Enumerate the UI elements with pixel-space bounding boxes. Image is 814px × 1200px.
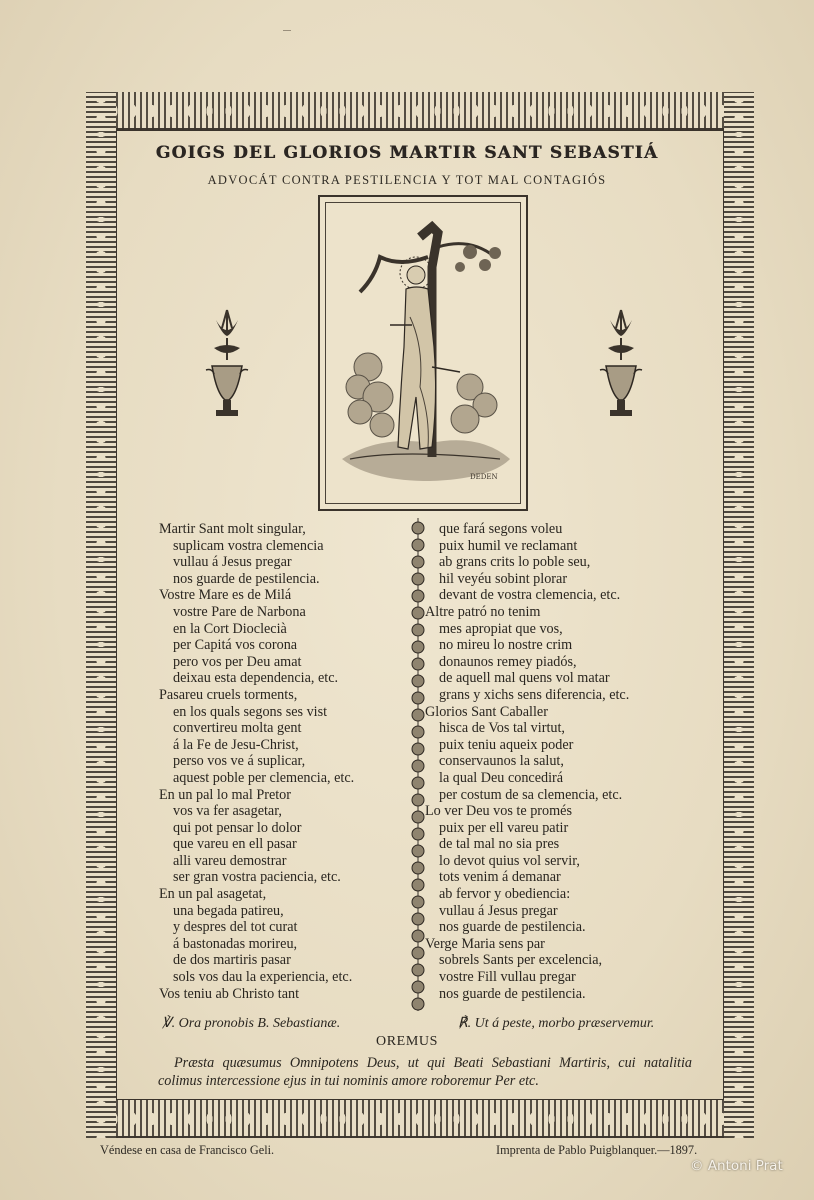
verse-line: devant de vostra clemencia, etc. — [439, 587, 621, 604]
verse-line: Lo ver Deu vos te promés — [425, 803, 572, 820]
verse-line: lo devot quius vol servir, — [439, 852, 580, 869]
verse-line: que fará segons voleu — [439, 521, 563, 537]
verse-line: á la Fe de Jesu-Christ, — [173, 736, 299, 753]
watermark: © Antoni Prat — [690, 1158, 783, 1174]
verse-line: Martir Sant molt singular, — [159, 521, 306, 537]
verse-line: nos guarde de pestilencia. — [439, 919, 586, 936]
verse-line: la qual Deu concedirá — [439, 769, 564, 786]
versicle: ℣. Ora pronobis B. Sebastianæ. — [162, 1016, 341, 1031]
verse-column-left — [159, 521, 354, 1002]
verse-line: deixau esta dependencia, etc. — [173, 670, 339, 687]
verse-line: Altre patró no tenim — [425, 603, 541, 620]
verse-line: de tal mal no sia pres — [439, 836, 560, 853]
prayer-text: Præsta quæsumus Omnipotens Deus, ut qui Beati Sebastiani Martiris, cui natalitia colimus intercessione ejus in tui nominis amore roboremur Per etc. — [158, 1055, 692, 1089]
verse-line: puix per ell vareu patir — [439, 819, 569, 836]
verse-line: convertireu molta gent — [173, 720, 302, 737]
verse-line: puix humil ve reclamant — [439, 537, 578, 554]
thistle-vase-icon — [596, 308, 646, 428]
verse-line: donaunos remey piadós, — [439, 653, 577, 670]
paper-mark — [283, 30, 291, 31]
verse-line: pero vos per Deu amat — [173, 653, 302, 670]
verse-line: en los quals segons ses vist — [173, 703, 328, 720]
verse-column-right — [425, 521, 629, 1002]
verse-line: vullau á Jesus pregar — [439, 902, 558, 919]
verse-line: ser gran vostra paciencia, etc. — [173, 869, 341, 886]
verse-line: vostre Fill vullau pregar — [439, 969, 576, 986]
verse-line: puix teniu aqueix poder — [439, 736, 574, 753]
verse-line: per costum de sa clemencia, etc. — [439, 786, 623, 803]
response: ℟. Ut á peste, morbo præservemur. — [458, 1016, 655, 1031]
border-top — [86, 92, 754, 130]
verse-line: de dos martiris pasar — [173, 952, 291, 969]
engraving-art — [320, 197, 526, 509]
verse-line: Pasareu cruels torments, — [159, 686, 298, 703]
border-right — [724, 92, 754, 1138]
verse-line: Verge Maria sens par — [425, 935, 545, 952]
verse-line: mes apropiat que vos, — [439, 620, 563, 637]
verse-line: vos va fer asagetar, — [173, 803, 282, 820]
verse-line: qui pot pensar lo dolor — [173, 819, 302, 836]
verse-line: en la Cort Dioclecià — [173, 620, 287, 637]
verse-line: tots venim á demanar — [439, 869, 561, 886]
verse-line: alli vareu demostrar — [173, 852, 287, 869]
oremus-heading: OREMUS — [376, 1034, 438, 1049]
verse-line: ab fervor y obediencia: — [439, 886, 571, 903]
svg-text:DEDEN: DEDEN — [470, 473, 498, 481]
verse-line: per Capitá vos corona — [173, 637, 298, 654]
page-subtitle: ADVOCÁT CONTRA PESTILENCIA Y TOT MAL CONTAGIÓS — [207, 173, 607, 187]
footer-printer: Imprenta de Pablo Puigblanquer.—1897. — [496, 1143, 698, 1157]
verse-line: vostre Pare de Narbona — [173, 603, 306, 620]
verse-line: conservaunos la salut, — [439, 753, 564, 770]
verse-line: á bastonadas morireu, — [173, 935, 298, 952]
saint-sebastian-engraving — [318, 195, 528, 511]
verse-line: aquest poble per clemencia, etc. — [173, 769, 355, 786]
verse-line: hil veyéu sobint plorar — [439, 570, 568, 587]
border-bottom — [86, 1100, 754, 1138]
verse-line: Glorios Sant Caballer — [425, 703, 548, 720]
verse-line: sols vos dau la experiencia, etc. — [173, 969, 353, 986]
verse-line: de aquell mal quens vol matar — [439, 670, 610, 687]
verse-line: vullau á Jesus pregar — [173, 554, 292, 571]
verse-line: Vostre Mare es de Milá — [159, 587, 292, 604]
verse-line: grans y xichs sens diferencia, etc. — [439, 686, 630, 703]
verse-line: sobrels Sants per excelencia, — [439, 952, 603, 969]
verse-line: nos guarde de pestilencia. — [173, 570, 320, 587]
verse-line: no mireu lo nostre crim — [439, 637, 573, 654]
page-title: GOIGS DEL GLORIOS MARTIR SANT SEBASTIÁ — [155, 143, 659, 163]
verse-line: que vareu en ell pasar — [173, 836, 297, 853]
verse-line: En un pal lo mal Pretor — [159, 786, 291, 803]
footer-seller: Véndese en casa de Francisco Geli. — [100, 1143, 275, 1157]
verse-line: hisca de Vos tal virtut, — [439, 720, 565, 737]
thistle-vase-icon — [202, 308, 252, 428]
border-left — [86, 92, 116, 1138]
verse-line: ab grans crits lo poble seu, — [439, 554, 591, 571]
verse-line: perso vos ve á suplicar, — [173, 753, 306, 770]
verse-line: nos guarde de pestilencia. — [439, 985, 586, 1002]
verse-line: una begada patireu, — [173, 902, 284, 919]
verse-line: y despres del tot curat — [173, 919, 298, 936]
verse-line: Vos teniu ab Christo tant — [159, 985, 300, 1002]
verse-line: suplicam vostra clemencia — [173, 537, 324, 554]
verse-line: En un pal asagetat, — [159, 886, 267, 903]
